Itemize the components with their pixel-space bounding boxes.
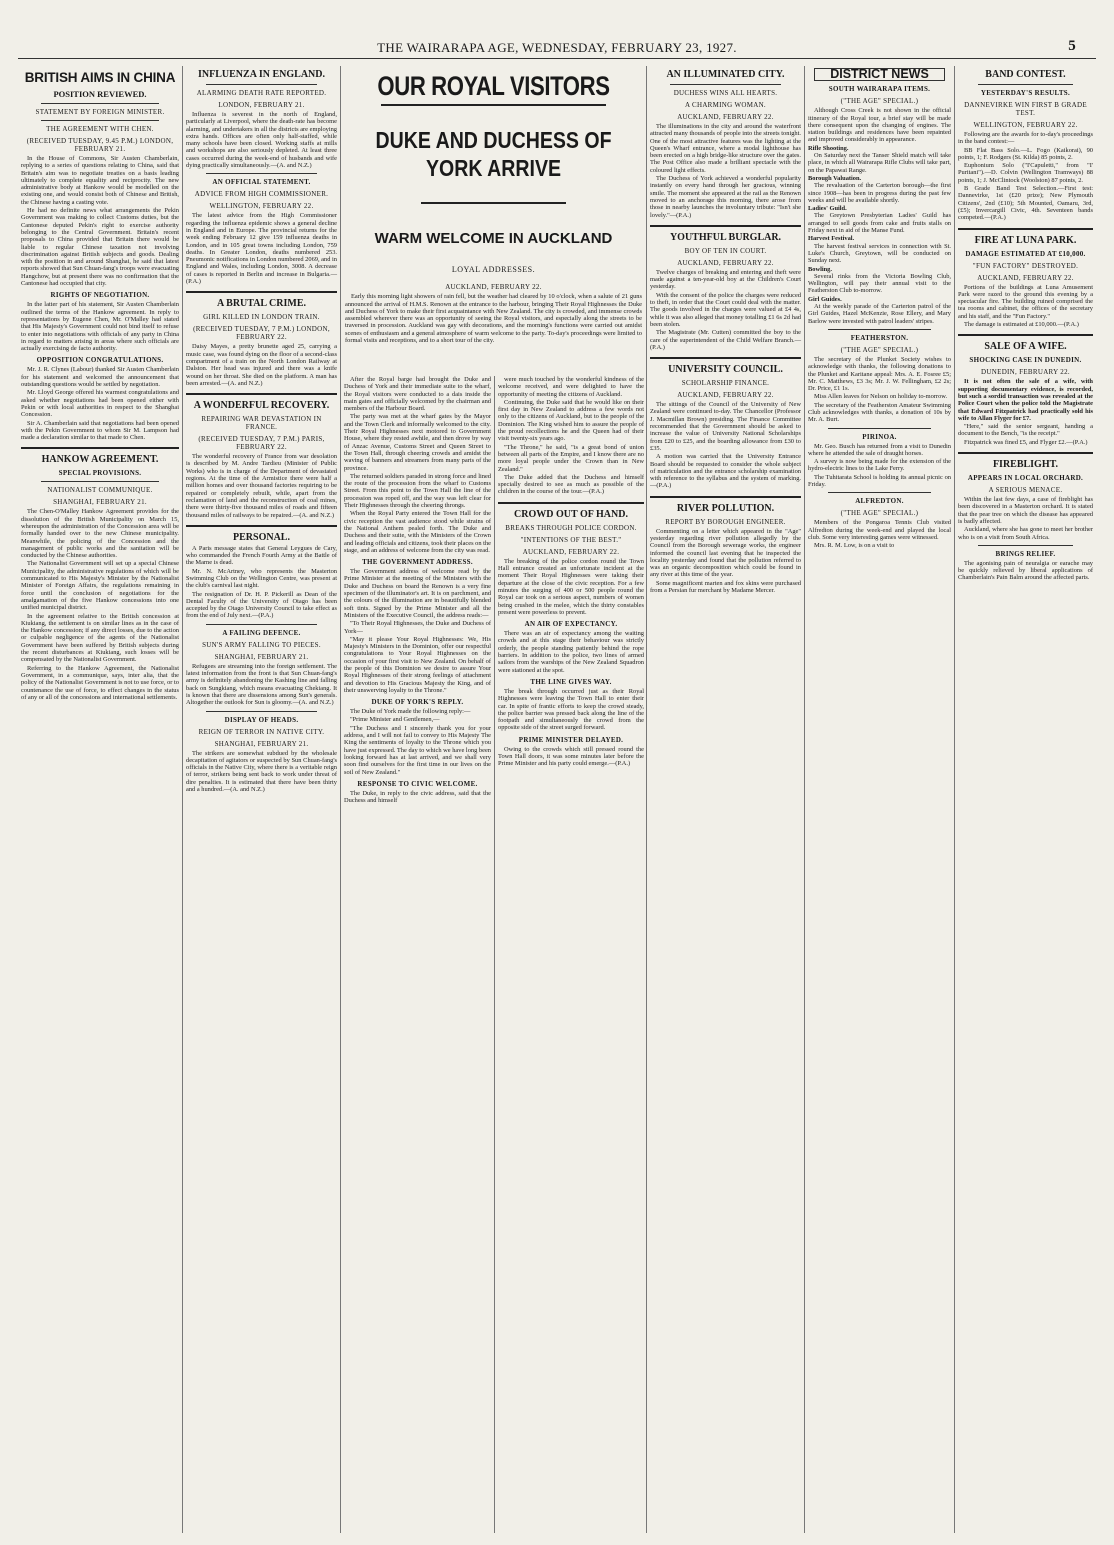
paragraph: Sir A. Chamberlain said that negotiations had been opened with the Pekin Government to whom Sir M. Lampson had made a declaration similar to that made to Chen. [21,419,179,442]
paragraph: Twelve charges of breaking and entering and theft were made against a ten-year-old boy at the Children's Court yesterday. [650,268,801,291]
deck-age-special: ("THE AGE" SPECIAL.) [840,509,919,518]
item-heading: Harvest Festival. [808,235,855,243]
paragraph: Euphonium Solo ("I'Capuletti," from "I' Puritani").—D. Colvin (Wellington Tramways) 88 points, 1; J. McClintock (Woolston) 87 points, 2. [958,162,1093,184]
paragraph: Mr. J. R. Clynes (Labour) thanked Sir Austen Chamberlain for his statement and welcomed the announcement that outstanding questions would be settled by negotiation. [21,366,179,389]
paragraph: On Saturday next the Tanser Shield match will take place, in which all Wairarapa Rifle Clubs will take part, on the Papawai Range. [808,152,951,174]
dateline: AUCKLAND, FEBRUARY 22. [677,391,774,400]
paragraph: The returned soldiers paraded in strong force and lined the route of the procession from the wharf to Customs Street. From this point to the Town Hall the line of the procession was roped off, and the way was left clear for Their Highnesses through the cheering throngs. [344,472,491,510]
dateline: AUCKLAND, FEBRUARY 22. [677,113,774,121]
lead-column-right [494,376,646,1533]
paragraph: The damage is estimated at £10,000.—(P.A.) [964,321,1079,329]
paragraph: B Grade Band Test Selection.—First test: Dannevirke, 1st (£20 prize); New Plymouth Citizens', 2nd (£10); 5th Mounted, Oamaru, 3rd, (£5); Invercargill Civic, 4th. Seventeen bands competed.—(P.A.) [958,185,1093,222]
deck-age-special: ("THE AGE" SPECIAL.) [840,97,919,106]
paragraph: Mrs. R. M. Low, is on a visit to [814,542,895,550]
dateline: SHANGHAI, FEBRUARY 21. [214,739,309,748]
dateline: SHANGHAI, FEBRUARY 21. [53,498,147,507]
paragraph: The secretary of the Plunket Society wishes to acknowledge with thanks, the following donations to the Plunket and Karitane appeal: Mrs. A. E. Fosree £5; Mr. C. Matthews, £3 3s; Mr. J. W. Fellingham, £2 2s; Dr. Price, £1 1s. [808,355,951,393]
paragraph: There was an air of expectancy among the waiting crowds and at this stage their behaviour was strictly orderly, the people standing patiently behind the rope barriers. In addition to the police, two lines of armed sailors from the warships of the New Zealand Squadron were stationed at the spot. [498,630,644,674]
paragraph: The Nationalist Government will set up a special Chinese Municipality, the administrative regulations of which will be communicated to His Majesty's Minister by the Nationalist Minister of Foreign Affairs, the regulations remaining in force until the conclusion of negotiations for the amalgamation of the five Hankow concessions into one unified municipal district. [21,560,179,612]
paragraph: The illuminations in the city and around the waterfront attracted many thousands of people into the streets tonight. One of the most attractive features was the lighting at the Queen's Wharf entrance, where a modal lighthouse has been erected on a high bridge-like structure over the gates. The Post Office also made a brilliant spectacle with the coloured light effects. [650,123,801,174]
deck-foreign-minister: STATEMENT BY FOREIGN MINISTER. [35,108,165,116]
headline-fire-luna-park: FIRE AT LUNA PARK. [974,234,1077,246]
deck-fun-factory: "FUN FACTORY" DESTROYED. [972,261,1079,270]
lead-sub3: LOYAL ADDRESSES. [451,265,536,274]
headline-crowd-out-of-hand: CROWD OUT OF HAND. [514,508,628,520]
dateline: AUCKLAND, FEBRUARY 22. [977,273,1074,282]
paragraph: Mr. Lloyd George offered his warmest congratulations and asked whether negotiations had been opened either with Pekin or with local authorities in respect to the Shanghai Concession. [21,389,179,419]
headline-youthful-burglar: YOUTHFUL BURGLAR. [669,231,782,243]
deck-boy-of-ten: BOY OF TEN IN COURT. [684,246,767,255]
paragraph: A survey is now being made for the extension of the hydro-electric lines to the Lake Ferry. [808,458,951,473]
deck-death-rate: ALARMING DEATH RATE REPORTED. [196,89,327,97]
paragraph: The party was met at the wharf gates by the Mayor and the Town Clerk and informally welcomed to the city. Their Royal Highnesses next motored to Government House, where they rested awhile, and then drove by way of Anzac Avenue, Customs Street and Queen Street to the Town Hall, through cheering crowds and amidst the waving of banners and streamers from many parts of the province. [344,413,491,472]
paragraph: Miss Allen leaves for Nelson on holiday to-morrow. [814,393,948,401]
paragraph: The sittings of the Council of the University of New Zealand were continued to-day. The Chancellor (Professor J. Macmillan Brown) presiding. The Finance Committee recommended that the Government should be asked to increase the value of University National Scholarships from £20 to £25, and the boarding allowance from £30 to £35. [650,401,801,452]
dateline: WELLINGTON, FEBRUARY 22. [973,121,1078,129]
paragraph: The Government address of welcome read by the Prime Minister at the meeting of the Ministers with the Duke and Duchess on board the Renown is a very fine specimen of the illuminator's art. It is on parchment, and the colours of the illumination are in beautifully blended soft tints. Signed by the Prime Minister and all the Ministers of the Executive Council, the address reads:— [344,568,491,619]
item-heading: Rifle Shooting. [808,144,849,152]
paragraph: In the latter part of his statement, Sir Austen Chamberlain outlined the terms of the Hankow agreement. In reply to representations by Eugene Chen, Mr. O'Malley had stated that His Majesty's Government could not bind itself to refuse to enter into negotiations with officials of any party in China in regard to matters arising in areas where such officials are actually exercising de facto authority. [21,301,179,353]
headline-illuminated-city: AN ILLUMINATED CITY. [666,69,785,80]
headline-brings-relief: BRINGS RELIEF. [995,549,1056,558]
deck-suns-army: SUN'S ARMY FALLING TO PIECES. [202,640,321,649]
paragraph: The resignation of Dr. H. P. Pickerill as Dean of the Dental Faculty of the University of Otago has been accepted by the Otago University Council to take effect as from the end of July next.—(P.A.) [186,590,337,620]
dateline: DUNEDIN, FEBRUARY 22. [981,368,1070,377]
paragraph: The Duchess of York achieved a wonderful popularity instantly on every hand through her gracious, winning smile. The moment she appeared at the rail as the Renown moved to an anchorage this morning, there arose from those in nearby launches the involuntary tribute: "Isn't she lovely."—(P.A.) [650,175,801,219]
headline-british-aims: BRITISH AIMS IN CHINA [24,70,176,85]
headline-failing-defence: A FAILING DEFENCE. [222,628,301,637]
paragraph: Members of the Pongaroa Tennis Club visited Alfredton during the week-end and played the local club. Some very interesting games were witnessed. [808,519,951,541]
paragraph: In the agreement relative to the British concession at Kiukiang, the settlement is on similar lines as in the case of the Hankow concession; if any direct losses, due to the action or culpable negligence of the agents of the Nationalist Government have been suffered by British subjects during the recent disturbances at Kiukiang, such losses will be compensated by the Nationalist Government. [21,612,179,664]
headline-river-pollution: RIVER POLLUTION. [676,502,775,514]
paragraph: "To Their Royal Highnesses, the Duke and Duchess of York— [344,620,491,635]
paragraph: Mr. Geo. Busch has returned from a visit to Dunedin where he attended the sale of draught horses. [808,442,951,457]
deck-reign-of-terror: REIGN OF TERROR IN NATIVE CITY. [198,727,325,736]
deck-borough-engineer: REPORT BY BOROUGH ENGINEER. [665,517,786,526]
page-number: 5 [1068,38,1076,54]
dateline: (RECEIVED TUESDAY, 7 P.M.) PARIS, FEBRUARY 22. [198,435,325,452]
paragraph: A Paris message states that General Leygues de Cary, who commanded the French Fourth Army at the Battle of the Marne is dead. [186,544,337,567]
headline-hankow-agreement: HANKOW AGREEMENT. [41,454,159,466]
dateline: LONDON, FEBRUARY 21. [218,101,305,109]
section-heading: RIGHTS OF NEGOTIATION. [50,291,150,300]
deck-charming-woman: A CHARMING WOMAN. [684,101,766,109]
paragraph: "May it please Your Royal Highnesses: We, His Majesty's Ministers in the Dominion, offer our respectful congratulations to Your Royal Highnesses on the occasion of your first visit to New Zealand. On behalf of the people of this Dominion we desire to assure Your Royal Highnesses of their strong feelings of attachment and devotion to His Gracious Majesty the King, and of their unswerving loyalty to the Throne." [344,635,491,694]
paragraph: The agonising pain of neuralgia or earache may be quickly relieved by liberal applications of Chamberlain's Pain Balm around the affected parts. [958,559,1093,582]
deck-results: YESTERDAY'S RESULTS. [980,89,1071,97]
paragraph: were much touched by the wonderful kindness of the welcome received, and were delighted to have the opportunity of meeting the citizens of Auckland. [498,376,644,398]
subhead-alfredton: ALFREDTON. [855,497,904,506]
section-heading: OPPOSITION CONGRATULATIONS. [36,356,164,365]
section-heading: PRIME MINISTER DELAYED. [518,735,624,744]
deck-damage: DAMAGE ESTIMATED AT £10,000. [965,249,1086,258]
headline-sale-of-wife: SALE OF A WIFE. [984,341,1067,353]
lead-header [341,66,646,376]
deck-serious-menace: A SERIOUS MENACE. [988,486,1063,495]
paragraph: The Tuhitarata School is holding its annual picnic on Friday. [808,473,951,489]
paragraph: When the Royal Party entered the Town Hall for the civic reception the vast audience stood while strains of the National Anthem pealed forth. The Duke and Duchess and their suite, with the Ministers of the Crown and leading officials and citizens, took their places on the stage, and an address of welcome from the city was read. [344,510,491,554]
dateline: WELLINGTON, FEBRUARY 22. [209,202,314,211]
paragraph: After the Royal barge had brought the Duke and Duchess of York and their immediate suite to the wharf, the Royal visitors were conducted to a dais inside the main gates and officially welcomed by the chairman and members of the Harbour Board. [344,376,491,413]
paragraph: "Prime Minister and Gentlemen,— [350,716,440,724]
headline-personal: PERSONAL. [233,531,290,543]
paragraph: BB Flat Bass Solo.—L. Fogo (Kaikorai), 90 points, 1; F. Rodgers (St. Kilda) 85 points, 2. [958,146,1093,161]
dateline: AUCKLAND, FEBRUARY 22. [445,283,542,292]
deck-police-cordon: BREAKS THROUGH POLICE CORDON. [505,523,637,532]
subhead-featherston: FEATHERSTON. [850,333,909,342]
item-heading: Girl Guides. [808,295,842,303]
subhead-position-reviewed: POSITION REVIEWED. [53,89,147,99]
paragraph: At the weekly parade of the Carterton patrol of the Girl Guides, Hazel McKenzie, Rose Ellery, and Mary Barlow were invested with patrol leaders' stripes. [808,303,951,325]
paragraph: "The Throne," he said, "is a great bond of union between all parts of the Empire, and I know there are no more loyal people under the Crown than in New Zealand." [498,443,644,473]
dateline: SHANGHAI, FEBRUARY 21. [214,652,309,661]
lead-subtitle: DUKE AND DUCHESS OF YORK ARRIVE [375,127,612,181]
deck-scholarship: SCHOLARSHIP FINANCE. [681,379,770,388]
paragraph: The Duke of York made the following reply:— [350,708,471,716]
section-heading: THE GOVERNMENT ADDRESS. [362,558,473,567]
paragraph: The secretary of the Featherston Amateur Swimming Club acknowledges with thanks, a donation of 10s by Mr. A. Burt. [808,401,951,424]
dateline: AUCKLAND, FEBRUARY 22. [677,258,774,267]
dateline: (RECEIVED TUESDAY, 9.45 P.M.) LONDON, FEBRUARY 21. [26,137,174,153]
paragraph: The Magistrate (Mr. Cutten) committed the boy to the care of the superintendent of the Child Welfare Branch.—(P.A.) [650,329,801,351]
paragraph: The Duke added that the Duchess and himself specially desired to see as much as possible of the children in the course of the tour.—(P.A.) [498,473,644,496]
column-7 [954,66,1096,1533]
section-heading: THE LINE GIVES WAY. [530,677,612,686]
headline-display-of-heads: DISPLAY OF HEADS. [224,715,299,724]
item-heading: Ladies' Guild. [808,205,847,213]
lead-sub2: WARM WELCOME IN AUCKLAND [374,230,613,247]
paragraph: Portions of the buildings at Luna Amusement Park were razed to the ground this evening by a spectacular fire. The building ruined comprised the tea rooms and cabinet, the offices of the secretary and his staff, and the "Fun Factory." [958,283,1093,320]
headline-band-contest: BAND CONTEST. [985,69,1066,80]
section-heading: RESPONSE TO CIVIC WELCOME. [357,779,478,788]
paragraph: Daisy Mayes, a pretty brunette aged 25, carrying a music case, was found dying on the floor of a second-class compartment of a train on the North London Railway at Dalston. Her head was injured and there was a knife wound on her throat. She died on the platform. A man has been arrested.—(A. and N.Z.) [186,343,337,387]
paragraph: The Chen-O'Malley Hankow Agreement provides for the dissolution of the British Municipality on March 15, whereupon the administration of the Concession area will be formally handed over to the new Chinese municipality. Meanwhile, the policing of the Concession and the management of public works and the sanitation will be conducted by the Chinese authorities. [21,508,179,560]
paragraph: The harvest festival services in connection with St. Luke's Church, Greytown, will be conducted on Sunday next. [808,242,951,265]
paragraph: Referring to the Hankow Agreement, the Nationalist Government, in a communique, says, inter alia, that the policy of the Nationalist Government is not to use force, or to countenance the use of force, to effect changes in the status of any or all of the concessions and international settlements. [21,664,179,701]
deck-high-commissioner: ADVICE FROM HIGH COMMISSIONER. [194,190,329,199]
item-heading: Borough Valuation. [808,174,862,182]
paragraph: "Here," said the senior sergeant, handing a document to the Bench, "is the receipt." [958,423,1093,438]
paragraph: The strikers are somewhat subdued by the wholesale decapitation of agitators or suspected by Sun Chuan-fang's officials in the Native City, where there is a veritable reign of terror, strikers being sent back to work under threat of dire penalties. It is estimated that there have been thirty and a hundred.—(A. and N.Z.) [186,749,337,794]
headline-fireblight: FIREBLIGHT. [992,459,1059,471]
paragraph: Commenting on a letter which appeared in the "Age" yesterday regarding river pollution allegedly by the Council from the Borough sewerage works, the engineer informed the council last evening that he inspected the locality yesterday and found that the pollution referred to was an organic decomposition which could be found in any river at this time of the year. [650,527,801,579]
dateline: AUCKLAND, FEBRUARY 22. [522,547,620,556]
subhead-special-provisions: SPECIAL PROVISIONS. [58,469,142,478]
deck-agreement-chen: THE AGREEMENT WITH CHEN. [46,125,154,133]
paragraph: The Greytown Presbyterian Ladies' Guild has arranged to sell goods from cake and fruits stalls on Friday next in aid of the Manse Fund. [808,212,951,235]
paragraph: The wonderful recovery of France from war desolation is described by M. Andre Tardieu (Minister of Public Works) who is in charge of the Department of devastated regions. At the time of the Armistice there were half a million homes and over thousand factories requiring to be repaired or completely rebuilt, while, apart from the reclamation of land and the reconstruction of coal mines, there were thirty-five thousand miles of roads and fifteen thousand miles of railways to be repaired.—(A. and N.Z.) [186,453,337,519]
headline-district-news: DISTRICT NEWS [814,68,945,81]
headline-influenza: INFLUENZA IN ENGLAND. [198,69,325,80]
paragraph: The breaking of the police cordon round the Town Hall entrance created an unfortunate incident at the moment Their Royal Highnesses were taking their departure at the close of the civic reception. For a few minutes the surging of 400 or 500 people round the Royal car took on a serious aspect, numbers of women being crushed in the melee, which the thirty constables present were powerless to prevent. [498,557,644,616]
subhead-pirinoa: PIRINOA. [862,432,897,441]
column-2 [182,66,340,1533]
deck-girl-killed: GIRL KILLED IN LONDON TRAIN. [203,313,320,322]
paragraph: The revaluation of the Carterton borough—the first since 1908—has been in progress during the past few weeks and will be available shortly. [808,182,951,204]
section-heading: AN AIR OF EXPECTANCY. [524,620,618,629]
column-5 [646,66,804,1533]
item-heading: Bowling. [808,265,832,273]
paragraph: Influenza is severest in the north of England, particularly at Liverpool, where the death-rate has become alarming, and undertakers in all the districts are employing extra hands. Offices are often only half-staffed, while many schools have been closed. Working staffs at mills and workshops are also seriously depleted. At least three cases occurred during the week-end of husbands and wife dying practically simultaneously.—(A. and N.Z.) [186,111,337,170]
subhead-official-statement: AN OFFICIAL STATEMENT. [212,178,311,187]
lead-title: OUR ROYAL VISITORS [377,71,610,101]
paragraph: He had no definite news what arrangements the Pekin Government was making to collect Customs duties, but the Cantonese deputed Pekin's right to exercise authority belonging to the Central Government. Britain's recent proposals to China provided that Britain there would be liable to regular Chinese taxation not involving discrimination against British subjects and goods. Dealing with the position in and around Shanghai, he said that latest reports showed that Sun Chuan-fang's troops were evacuating Hangchow, but at present there was no confirmation that the Cantonese had occupied that city. [21,207,179,288]
paragraph: Owing to the crowds which still pressed round the Town Hall doors, it was some minutes later before the Prime Minister and his party could emerge.—(P.A.) [498,745,644,768]
deck-duchess: DUCHESS WINS ALL HEARTS. [673,89,778,97]
paragraph: Refugees are streaming into the foreign settlement. The latest information from the front is that Sun Chuan-fang's army is definitely abandoning the Kashing line and falling back on Sungkiang, which means evacuating Chekiang. It is known that there are dissensions among Sun's generals. Altogether the outlook for Sun is gloomy.—(A. and N.Z.) [186,662,337,707]
deck-communique: NATIONALIST COMMUNIQUE. [47,486,153,495]
headline-brutal-crime: A BRUTAL CRIME. [217,298,306,310]
paragraph: It is not often the sale of a wife, with supporting documentary evidence, is recorded, but such a sordid transaction was revealed at the Police Court when the police told the Magistrate that Edward Fitzpatrick had practically sold his wife to Allan Flyger for £7. [958,378,1093,422]
paragraph: Fitzpatrick was fined £5, and Flyger £2.—(P.A.) [964,438,1088,446]
masthead-title: THE WAIRARAPA AGE, WEDNESDAY, FEBRUARY 23, 1927. [377,40,737,55]
deck-local-orchard: APPEARS IN LOCAL ORCHARD. [967,474,1084,483]
columns [18,66,1096,1533]
column-6 [804,66,954,1533]
paragraph: The Duke, in reply to the civic address, said that the Duchess and himself [344,789,491,805]
deck-age-special: ("THE AGE" SPECIAL.) [840,345,919,354]
masthead [18,40,1096,59]
paragraph: Continuing, the Duke said that he would like on their first day in New Zealand to address a few words not only to the citizens of Auckland, but to the people of the Dominion. The King wished him to assure the people of the proud recollections he and the Queen had of their visit twenty-six years ago. [498,398,644,443]
deck-intentions: "INTENTIONS OF THE BEST." [520,535,622,544]
paragraph: With the consent of the police the charges were reduced to theft, in order that the Court could deal with the matter. The goods involved in the charges were valued at £4 4s, while it was also alleged that money totalling £1 6s 2d had been stolen. [650,291,801,328]
deck-war-devastation: REPAIRING WAR DEVASTATION IN FRANCE. [201,415,322,432]
paragraph: Some magnificent marten and fox skins were purchased from a Persian fur merchant by Madame Mercer. [650,579,801,595]
paragraph: Auckland, where she has gone to meet her brother who is on a visit from South Africa. [958,526,1093,541]
paragraph: Several rinks from the Victoria Bowling Club, Wellington, will pay their annual visit to the Featherston Club to-morrow. [808,272,951,295]
paragraph: Early this morning light showers of rain fell, but the weather had cleared by 10 o'clock, when a salute of 21 guns announced the arrival of H.M.S. Renown at the entrance to the harbour, bringing Their Royal Highnesses the Duke and Duchess of York to make their first acquaintance with New Zealand. The city is crowded, and immense crowds assembled wherever there was an opportunity of seeing the Royal visitors, and especially along the streets to be traversed in procession. Auckland was gay with decorations, and the morning's functions were carried out amidst scenes of enthusiasm and a general atmosphere of warm welcome to the party. To-day's proceedings were limited to formal visits and receptions, and to a short tour of the city. [345,293,642,345]
paragraph: The break through occurred just as their Royal Highnesses were leaving the Town Hall to enter their car. In spite of frantic efforts to keep the crowd steady, the police barrier was pressed back along the line of the footpath and simultaneously the crowd from the opposite side of the street surged forward. [498,687,644,732]
deck-dannevirke: DANNEVIRKE WIN FIRST B GRADE TEST. [964,101,1087,117]
paragraph: A motion was carried that the University Entrance Board should be requested to consider the whole subject of matriculation and the entrance scholarship examination with reference to the syllabus and the system of marking.—(P.A.) [650,453,801,490]
paragraph: In the House of Commons, Sir Austen Chamberlain, replying to a series of questions relating to China, said that Britain's aim was to negotiate treaties on a basis leading ultimately to complete equality and reciprocity. The new administrative body at Hankow would be modelled on the existing one, and would consist both of Chinese and British, the Chinese having a casting vote. [21,155,179,206]
headline-wonderful-recovery: A WONDERFUL RECOVERY. [193,400,330,412]
column-1 [18,66,182,1533]
deck-shocking-case: SHOCKING CASE IN DUNEDIN. [969,356,1082,365]
lead-story [340,66,646,1533]
paragraph: "The Duchess and I sincerely thank you for your address, and I will not fail to convey to His Majesty The King the sentiments of loyalty to the Throne which you have just expressed. The day to which we have long been looking forward has at last arrived, and we shall very soon find ourselves for the first time in our lives on the soil of New Zealand." [344,724,491,776]
headline-university-council: UNIVERSITY COUNCIL. [668,364,783,376]
dateline: (RECEIVED TUESDAY, 7 P.M.) LONDON, FEBRUARY 22. [193,325,330,342]
paragraph: Within the last few days, a case of fireblight has been discovered in a Masterton orchard. It is stated that the pear tree on which the disease has appeared is badly affected. [958,496,1093,525]
paragraph: Following are the awards for to-day's proceedings in the band contest:— [958,131,1093,146]
paragraph: The latest advice from the High Commissioner regarding the influenza epidemic shows a general decline in England and in Europe. The provincial returns for the week ending February 12 give 159 influenza deaths in London, and in 105 great towns including London, 759 deaths. In Greater London, deaths numbered 253. Pneumonic notifications in London numbered 2069, and in England and Wales, including London, 3008. A decrease of cases is reported in Berlin and increase in Bulgaria.—(P.A.) [186,212,337,286]
section-heading: DUKE OF YORK'S REPLY. [371,698,464,707]
lead-column-left [341,376,494,1533]
paragraph: Mr. N. McArtney, who represents the Masterton Swimming Club on the Wellington Centre, was present at the club's carnival last night. [186,567,337,590]
paragraph: Although Cross Creek is not shown in the official itinerary of the Royal tour, a brief stay will be made there consequent upon the changing of engines. The station buildings and residences have been repainted and improved considerably in appearance. [808,107,951,144]
deck-south-wairarapa: SOUTH WAIRARAPA ITEMS. [828,85,931,94]
